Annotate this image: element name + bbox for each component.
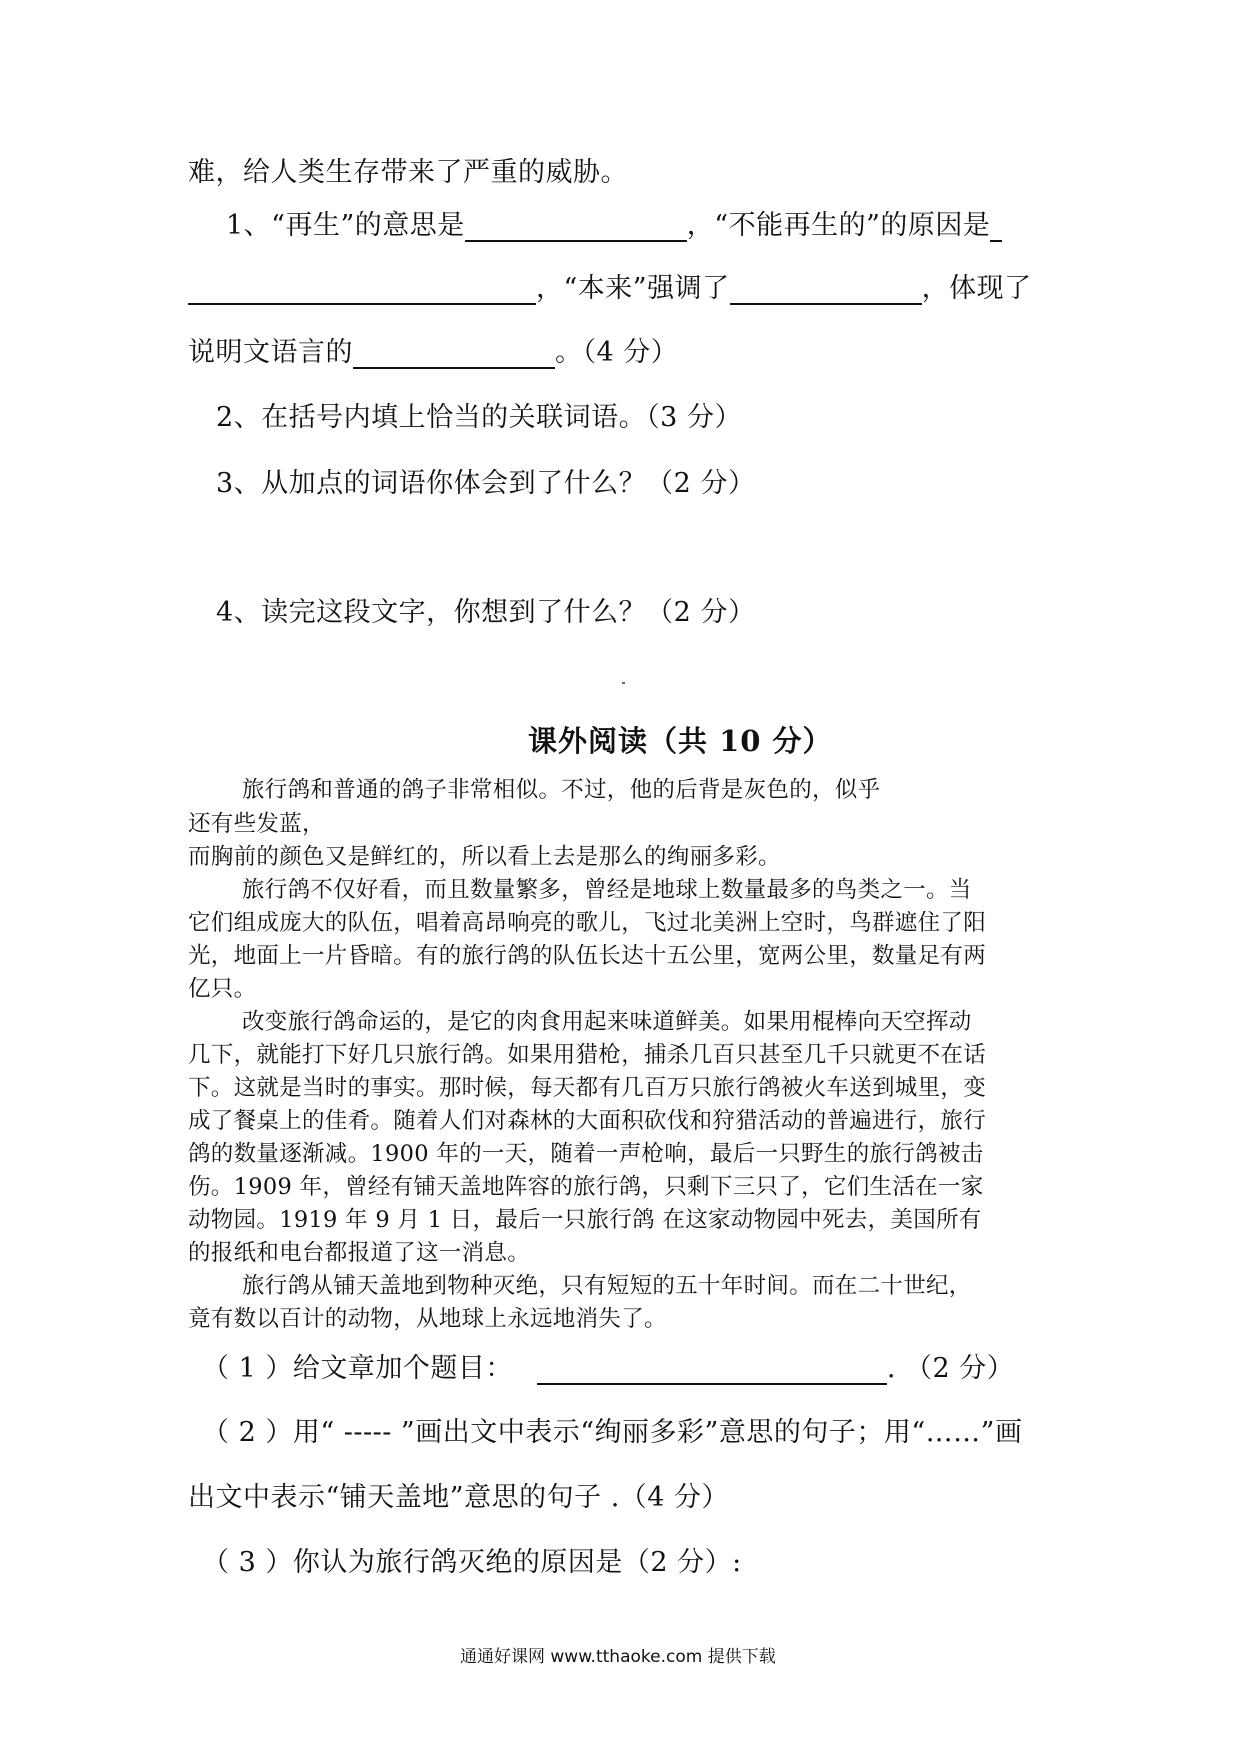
answer-blank-3[interactable] bbox=[730, 273, 922, 305]
passage-line: 还有些发蓝， bbox=[188, 811, 325, 837]
passage-line: 几下，就能打下好几只旅行鸽。如果用猎枪，捕杀几百只甚至几千只就更不在话 bbox=[188, 1042, 987, 1068]
passage-line: 旅行鸽和普通的鸽子非常相似。不过，他的后背是灰色的，似乎 bbox=[242, 777, 881, 803]
passage-line: 光，地面上一片昏暗。有的旅行鸽的队伍长达十五公里，宽两公里，数量足有两 bbox=[188, 943, 987, 969]
passage-line: 成了餐桌上的佳肴。随着人们对森林的大面积砍伐和狩猎活动的普遍进行，旅行 bbox=[188, 1108, 987, 1134]
passage-line: 它们组成庞大的队伍，唱着高昂响亮的歌儿，飞过北美洲上空时，鸟群遮住了阳 bbox=[188, 910, 987, 936]
passage-line: 伤。1909 年，曾经有铺天盖地阵容的旅行鸽，只剩下三只了，它们生活在一家 bbox=[188, 1174, 984, 1200]
question-1-text-e: 说明文语言的 bbox=[188, 337, 353, 368]
section-title: 课外阅读（共 10 分） bbox=[528, 724, 833, 758]
question-1-text-f: 。（4 分） bbox=[555, 337, 679, 368]
question-1-text-c: ，“本来”强调了 bbox=[536, 273, 730, 304]
sub-question-2-line-1: （ 2 ）用“ ----- ”画出文中表示“绚丽多彩”意思的句子；用“……”画 bbox=[202, 1417, 1023, 1448]
question-2: 2、在括号内填上恰当的关联词语。（3 分） bbox=[216, 402, 742, 433]
question-4: 4、读完这段文字，你想到了什么？（2 分） bbox=[216, 597, 756, 628]
stray-dot bbox=[622, 682, 625, 684]
question-1-line-1 bbox=[226, 203, 1002, 242]
sub-question-3: （ 3 ）你认为旅行鸽灭绝的原因是（2 分）: bbox=[202, 1547, 742, 1578]
page-footer: 通通好课网 www.tthaoke.com 提供下载 bbox=[460, 1647, 776, 1667]
sub-question-1 bbox=[202, 1346, 1014, 1385]
sub-question-2-line-2: 出文中表示“铺天盖地”意思的句子 .（4 分） bbox=[188, 1482, 730, 1513]
passage-line: 旅行鸽不仅好看，而且数量繁多，曾经是地球上数量最多的鸟类之一。当 bbox=[242, 877, 972, 903]
passage-line: 而胸前的颜色又是鲜红的，所以看上去是那么的绚丽多彩。 bbox=[188, 844, 781, 870]
question-1-line-3 bbox=[188, 330, 678, 369]
passage-line: 亿只。 bbox=[188, 976, 257, 1002]
question-1-text-b: ，“不能再生的”的原因是 bbox=[686, 210, 991, 241]
answer-blank-4[interactable] bbox=[353, 337, 555, 369]
answer-blank-2[interactable] bbox=[188, 273, 536, 305]
passage-line: 下。这就是当时的事实。那时候，每天都有几百万只旅行鸽被火车送到城里，变 bbox=[188, 1075, 987, 1101]
question-1-line-2 bbox=[188, 266, 1032, 305]
question-1-text-d: ，体现了 bbox=[921, 273, 1032, 304]
sub-question-1-score: . （2 分） bbox=[886, 1353, 1015, 1384]
sub-question-1-text: （ 1 ）给文章加个题目： bbox=[202, 1353, 513, 1384]
passage-line: 改变旅行鸽命运的，是它的肉食用起来味道鲜美。如果用棍棒向天空挥动 bbox=[242, 1009, 972, 1035]
passage-line: 鸽的数量逐渐减。1900 年的一天，随着一声枪响，最后一只野生的旅行鸽被击 bbox=[188, 1141, 984, 1167]
passage-line: 旅行鸽从铺天盖地到物种灭绝，只有短短的五十年时间。而在二十世纪， bbox=[242, 1273, 972, 1299]
title-answer-blank[interactable] bbox=[537, 1353, 887, 1385]
answer-blank-2-start[interactable] bbox=[990, 210, 1002, 242]
passage-line: 的报纸和电台都报道了这一消息。 bbox=[188, 1240, 531, 1266]
passage-line: 竟有数以百计的动物，从地球上永远地消失了。 bbox=[188, 1306, 667, 1332]
passage-line: 动物园。1919 年 9 月 1 日，最后一只旅行鸽 在这家动物园中死去，美国所有 bbox=[188, 1207, 982, 1233]
intro-tail: 难，给人类生存带来了严重的威胁。 bbox=[188, 157, 628, 188]
question-3: 3、从加点的词语你体会到了什么？（2 分） bbox=[216, 468, 756, 499]
answer-blank-1[interactable] bbox=[465, 210, 687, 242]
question-1-text-a: 1、“再生”的意思是 bbox=[226, 210, 465, 241]
